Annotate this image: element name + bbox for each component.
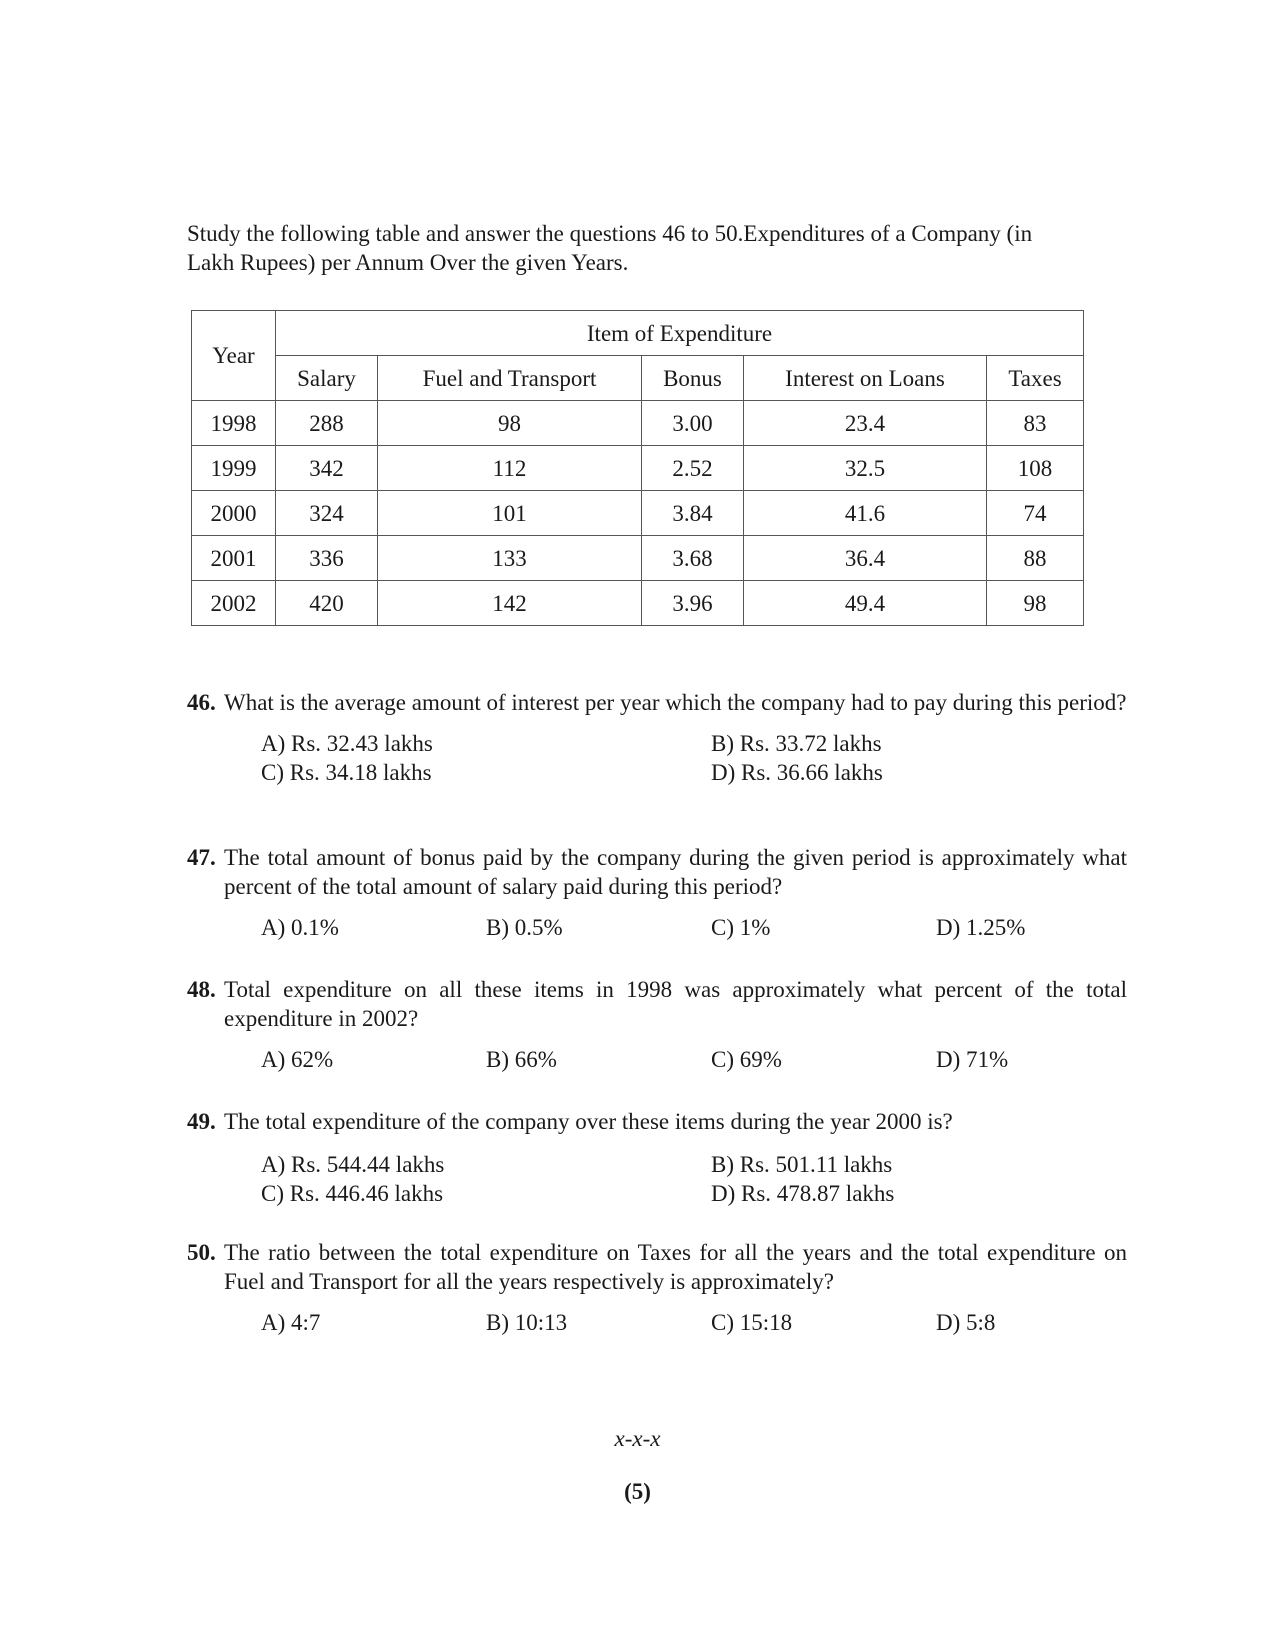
table-cell: 41.6: [744, 491, 987, 536]
table-header-row-1: [192, 311, 1084, 356]
question-text: The total amount of bonus paid by the company during the given period is approximately what percent of the total amount of salary paid during this period?: [224, 845, 1127, 899]
table-row: [192, 446, 1084, 491]
option-b: B) Rs. 501.11 lakhs: [711, 1152, 893, 1177]
table-cell: 2001: [192, 536, 276, 581]
table-cell: 49.4: [744, 581, 987, 626]
options: [187, 1308, 1127, 1337]
option-d: D) Rs. 36.66 lakhs: [711, 760, 883, 785]
table-cell: 1998: [192, 401, 276, 446]
table-cell: 23.4: [744, 401, 987, 446]
option-c: C) 1%: [711, 915, 771, 940]
table-row: [192, 491, 1084, 536]
question-47: [187, 843, 1127, 942]
options: [187, 1150, 1127, 1208]
option-c: C) Rs. 34.18 lakhs: [261, 760, 432, 785]
page-number: (5): [624, 1479, 651, 1504]
table-cell: 288: [276, 401, 378, 446]
option-b: B) 66%: [486, 1047, 557, 1072]
table-cell: 1999: [192, 446, 276, 491]
table-cell: 112: [378, 446, 642, 491]
table-cell: 83: [987, 401, 1084, 446]
table-row: [192, 401, 1084, 446]
table-cell: 108: [987, 446, 1084, 491]
table-cell: 3.00: [642, 401, 744, 446]
question-number: 47.: [187, 845, 216, 870]
option-a: A) Rs. 32.43 lakhs: [261, 731, 433, 756]
table-cell: 3.84: [642, 491, 744, 536]
table-cell: 420: [276, 581, 378, 626]
column-header-fuel: Fuel and Transport: [378, 356, 642, 401]
table-header-row-2: [192, 356, 1084, 401]
option-d: D) 71%: [936, 1047, 1009, 1072]
table-cell: 324: [276, 491, 378, 536]
table-cell: 3.68: [642, 536, 744, 581]
column-header-interest: Interest on Loans: [744, 356, 987, 401]
options: [187, 913, 1127, 942]
question-number: 49.: [187, 1109, 216, 1134]
question-50: [187, 1238, 1127, 1337]
column-header-salary: Salary: [276, 356, 378, 401]
table-cell: 98: [987, 581, 1084, 626]
question-text: The ratio between the total expenditure on Taxes for all the years and the total expenditure on Fuel and Transport for all the years respectively is approximately?: [224, 1240, 1127, 1294]
table-cell: 36.4: [744, 536, 987, 581]
option-d: D) Rs. 478.87 lakhs: [711, 1181, 895, 1206]
table-cell: 133: [378, 536, 642, 581]
option-a: A) 4:7: [261, 1310, 321, 1335]
question-48: [187, 975, 1127, 1074]
option-a: A) Rs. 544.44 lakhs: [261, 1152, 445, 1177]
intro-text: [187, 219, 1117, 277]
option-c: C) 69%: [711, 1047, 782, 1072]
group-header: Item of Expenditure: [276, 311, 1084, 356]
question-49: [187, 1107, 1127, 1208]
table-cell: 2.52: [642, 446, 744, 491]
question-text: The total expenditure of the company over these items during the year 2000 is?: [224, 1109, 953, 1134]
table-cell: 142: [378, 581, 642, 626]
table-cell: 2002: [192, 581, 276, 626]
table-row: [192, 536, 1084, 581]
table-cell: 101: [378, 491, 642, 536]
question-text: Total expenditure on all these items in 1998 was approximately what percent of the total expenditure in 2002?: [224, 977, 1127, 1031]
table-cell: 342: [276, 446, 378, 491]
option-c: C) 15:18: [711, 1310, 793, 1335]
option-a: A) 62%: [261, 1047, 334, 1072]
question-46: [187, 688, 1127, 787]
options: [187, 729, 1127, 787]
column-header-bonus: Bonus: [642, 356, 744, 401]
options: [187, 1045, 1127, 1074]
option-d: D) 5:8: [936, 1310, 996, 1335]
table-cell: 98: [378, 401, 642, 446]
option-c: C) Rs. 446.46 lakhs: [261, 1181, 444, 1206]
option-b: B) 0.5%: [486, 915, 563, 940]
option-b: B) Rs. 33.72 lakhs: [711, 731, 882, 756]
question-number: 48.: [187, 977, 216, 1002]
column-header-taxes: Taxes: [987, 356, 1084, 401]
question-number: 46.: [187, 690, 216, 715]
end-mark: x-x-x: [614, 1426, 661, 1451]
table-cell: 88: [987, 536, 1084, 581]
table-cell: 336: [276, 536, 378, 581]
table-cell: 32.5: [744, 446, 987, 491]
question-text: What is the average amount of interest per year which the company had to pay during this period?: [224, 690, 1127, 715]
expenditure-table: [191, 310, 1084, 626]
table-cell: 74: [987, 491, 1084, 536]
option-d: D) 1.25%: [936, 915, 1026, 940]
year-header: Year: [192, 311, 276, 401]
table-cell: 3.96: [642, 581, 744, 626]
intro-line-2: Lakh Rupees) per Annum Over the given Years.: [187, 250, 629, 275]
table-cell: 2000: [192, 491, 276, 536]
option-b: B) 10:13: [486, 1310, 568, 1335]
option-a: A) 0.1%: [261, 915, 339, 940]
table-row: [192, 581, 1084, 626]
intro-line-1: Study the following table and answer the questions 46 to 50.Expenditures of a Company (in: [187, 221, 1033, 246]
question-number: 50.: [187, 1240, 216, 1265]
